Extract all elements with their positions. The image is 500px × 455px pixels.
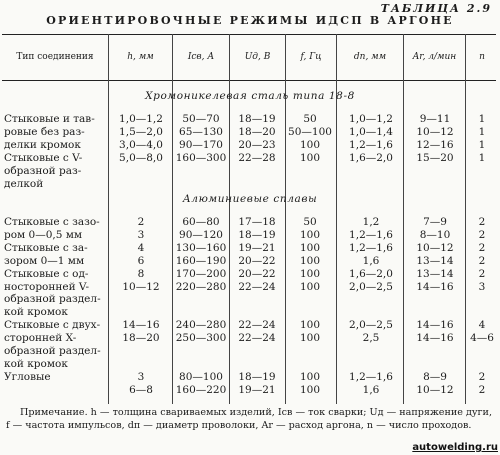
- table-cell: 10—12: [416, 125, 454, 138]
- table-cell: 50—100: [288, 125, 332, 138]
- table-row: [0, 268, 500, 281]
- table-row: [0, 332, 500, 345]
- table-cell: Стыковые с двух-: [4, 319, 101, 332]
- table-cell: 130—160: [175, 241, 227, 254]
- table-note: Примечание. h — толщина свариваемых изделий, Iсв — ток сварки; Uд — напряжение дуги, f — частота импульсов, dп — диаметр проволоки, Ar — расход аргона, n — число проходов.: [6, 407, 492, 431]
- table-cell: 19—21: [238, 241, 276, 254]
- section-title: Хромоникелевая сталь типа 18-8: [145, 90, 355, 102]
- section-title: Алюминиевые сплавы: [182, 193, 318, 205]
- header-rule: [2, 80, 496, 81]
- table-cell: образной раз-: [4, 164, 82, 177]
- table-cell: 1,6: [362, 254, 380, 267]
- header-joint-type: Тип соединения: [16, 51, 94, 62]
- table-cell: 14—16: [122, 319, 160, 332]
- table-cell: 160—190: [175, 254, 227, 267]
- table-cell: 2: [137, 216, 145, 228]
- table-cell: Стыковые с V-: [4, 151, 83, 164]
- table-cell: 1,2—1,6: [349, 241, 393, 254]
- table-row: [0, 319, 500, 332]
- table-cell: 19—21: [238, 383, 276, 396]
- table-cell: 160—300: [175, 151, 227, 164]
- table-cell: 60—80: [182, 216, 220, 228]
- table-cell: 220—280: [175, 280, 227, 293]
- table-cell: 14—16: [416, 280, 454, 293]
- table-cell: 2: [478, 370, 486, 383]
- table-row: [0, 126, 500, 139]
- table-cell: 240—280: [175, 319, 227, 332]
- table-row: [0, 306, 500, 319]
- table-cell: делки кромок: [4, 138, 81, 151]
- table-title: ОРИЕНТИРОВОЧНЫЕ РЕЖИМЫ ИДСП В АРГОНЕ: [46, 14, 454, 27]
- table-cell: 22—24: [238, 280, 276, 293]
- table-cell: 50: [303, 216, 317, 228]
- table-cell: Стыковые с за-: [4, 241, 88, 254]
- table-cell: 2,0—2,5: [349, 280, 393, 293]
- top-rule: [2, 34, 496, 35]
- table-cell: 8: [137, 267, 145, 280]
- table-cell: 3,0—4,0: [119, 138, 163, 151]
- table-cell: 1,5—2,0: [119, 125, 163, 138]
- table-cell: 1: [478, 125, 486, 138]
- table-cell: 13—14: [416, 267, 454, 280]
- table-cell: 100: [299, 332, 321, 345]
- table-cell: 100: [299, 241, 321, 254]
- header-current: Iсв, А: [187, 51, 215, 62]
- table-cell: ровые без раз-: [4, 125, 85, 138]
- table-row: [0, 113, 500, 126]
- table-cell: 9—11: [419, 113, 451, 125]
- table-cell: 1,0—1,2: [119, 113, 163, 125]
- table-row: [0, 242, 500, 255]
- table-cell: делкой: [4, 177, 44, 190]
- table-cell: 13—14: [416, 254, 454, 267]
- table-cell: Стыковые с од-: [4, 267, 89, 280]
- table-cell: 10—12: [416, 241, 454, 254]
- table-cell: 1,2—1,6: [349, 370, 393, 383]
- table-cell: 100: [299, 228, 321, 241]
- table-row: [0, 371, 500, 384]
- table-cell: 12—16: [416, 138, 454, 151]
- table-cell: носторонней V-: [4, 280, 90, 293]
- table-cell: 10—12: [122, 280, 160, 293]
- table-cell: 6: [137, 254, 145, 267]
- table-cell: 50: [303, 113, 317, 125]
- table-cell: образной раздел-: [4, 345, 101, 357]
- table-cell: 100: [299, 138, 321, 151]
- table-cell: ром 0—0,5 мм: [4, 228, 83, 241]
- table-row: [0, 229, 500, 242]
- header-wire-diameter: dп, мм: [353, 51, 387, 62]
- table-row: [0, 384, 500, 397]
- table-row: [0, 165, 500, 178]
- header-passes: n: [479, 51, 485, 62]
- table-cell: 50—70: [182, 113, 220, 125]
- table-row: [0, 152, 500, 165]
- table-cell: Стыковые с зазо-: [4, 216, 100, 228]
- table-cell: 100: [299, 383, 321, 396]
- table-cell: 100: [299, 254, 321, 267]
- header-argon-flow: Ar, л/мин: [412, 51, 457, 62]
- table-cell: 4: [137, 241, 145, 254]
- table-cell: 100: [299, 319, 321, 332]
- table-cell: 18—20: [238, 125, 276, 138]
- table-cell: 2: [478, 241, 486, 254]
- table-cell: 160—220: [175, 383, 227, 396]
- table-cell: 20—22: [238, 267, 276, 280]
- table-cell: 4—6: [470, 332, 494, 345]
- table-cell: 90—170: [179, 138, 223, 151]
- table-cell: 20—22: [238, 254, 276, 267]
- table-cell: 1,2—1,6: [349, 138, 393, 151]
- table-row: [0, 255, 500, 268]
- table-cell: 8—9: [423, 370, 447, 383]
- table-cell: 100: [299, 370, 321, 383]
- table-cell: 90—120: [179, 228, 223, 241]
- table-cell: кой кромок: [4, 357, 68, 370]
- header-frequency: f, Гц: [300, 51, 322, 62]
- table-cell: 6—8: [129, 383, 153, 396]
- table-cell: 2,5: [362, 332, 380, 345]
- table-cell: 8—10: [419, 228, 451, 241]
- table-cell: 2,0—2,5: [349, 319, 393, 332]
- table-cell: 4: [478, 319, 486, 332]
- watermark: autowelding.ru: [412, 442, 498, 453]
- table-cell: 100: [299, 280, 321, 293]
- table-cell: сторонней X-: [4, 332, 77, 345]
- table-cell: 20—23: [238, 138, 276, 151]
- table-cell: 3: [478, 280, 486, 293]
- table-cell: 2: [478, 254, 486, 267]
- table-cell: зором 0—1 мм: [4, 254, 85, 267]
- table-cell: 10—12: [416, 383, 454, 396]
- table-cell: кой кромок: [4, 306, 68, 319]
- table-row: [0, 281, 500, 294]
- table-cell: Угловые: [4, 370, 51, 383]
- table-cell: 5,0—8,0: [119, 151, 163, 164]
- header-voltage: Uд, В: [244, 51, 271, 62]
- table-cell: 250—300: [175, 332, 227, 345]
- table-cell: 22—28: [238, 151, 276, 164]
- table-cell: 2: [478, 383, 486, 396]
- table-cell: 1,2—1,6: [349, 228, 393, 241]
- table-cell: 80—100: [179, 370, 223, 383]
- table-cell: 17—18: [238, 216, 276, 228]
- table-cell: 14—16: [416, 332, 454, 345]
- table-cell: 22—24: [238, 332, 276, 345]
- table-cell: 22—24: [238, 319, 276, 332]
- table-row: [0, 358, 500, 371]
- header-thickness: h, мм: [127, 51, 154, 62]
- table-cell: 1,6: [362, 383, 380, 396]
- table-cell: 1,6—2,0: [349, 267, 393, 280]
- table-cell: 170—200: [175, 267, 227, 280]
- table-cell: 18—20: [122, 332, 160, 345]
- table-cell: 18—19: [238, 228, 276, 241]
- table-cell: Стыковые и тав-: [4, 113, 95, 125]
- table-cell: 1,6—2,0: [349, 151, 393, 164]
- table-cell: 1,2: [362, 216, 380, 228]
- table-row: [0, 178, 500, 191]
- table-cell: образной раздел-: [4, 293, 101, 306]
- table-cell: 1,0—1,2: [349, 113, 393, 125]
- table-cell: 100: [299, 267, 321, 280]
- table-cell: 1,0—1,4: [349, 125, 393, 138]
- table-cell: 100: [299, 151, 321, 164]
- table-cell: 2: [478, 267, 486, 280]
- table-row: [0, 139, 500, 152]
- table-cell: 1: [478, 113, 486, 125]
- table-cell: 3: [137, 370, 145, 383]
- table-cell: 2: [478, 228, 486, 241]
- table-number: ТАБЛИЦА 2.9: [380, 2, 492, 15]
- table-cell: 15—20: [416, 151, 454, 164]
- table-cell: 1: [478, 151, 486, 164]
- table-cell: 65—130: [179, 125, 223, 138]
- table-cell: 3: [137, 228, 145, 241]
- table-cell: 1: [478, 138, 486, 151]
- table-row: [0, 216, 500, 229]
- table-cell: 18—19: [238, 113, 276, 125]
- table-row: [0, 293, 500, 306]
- table-cell: 18—19: [238, 370, 276, 383]
- table-cell: 7—9: [423, 216, 447, 228]
- table-row: [0, 345, 500, 358]
- table-cell: 14—16: [416, 319, 454, 332]
- table-cell: 2: [478, 216, 486, 228]
